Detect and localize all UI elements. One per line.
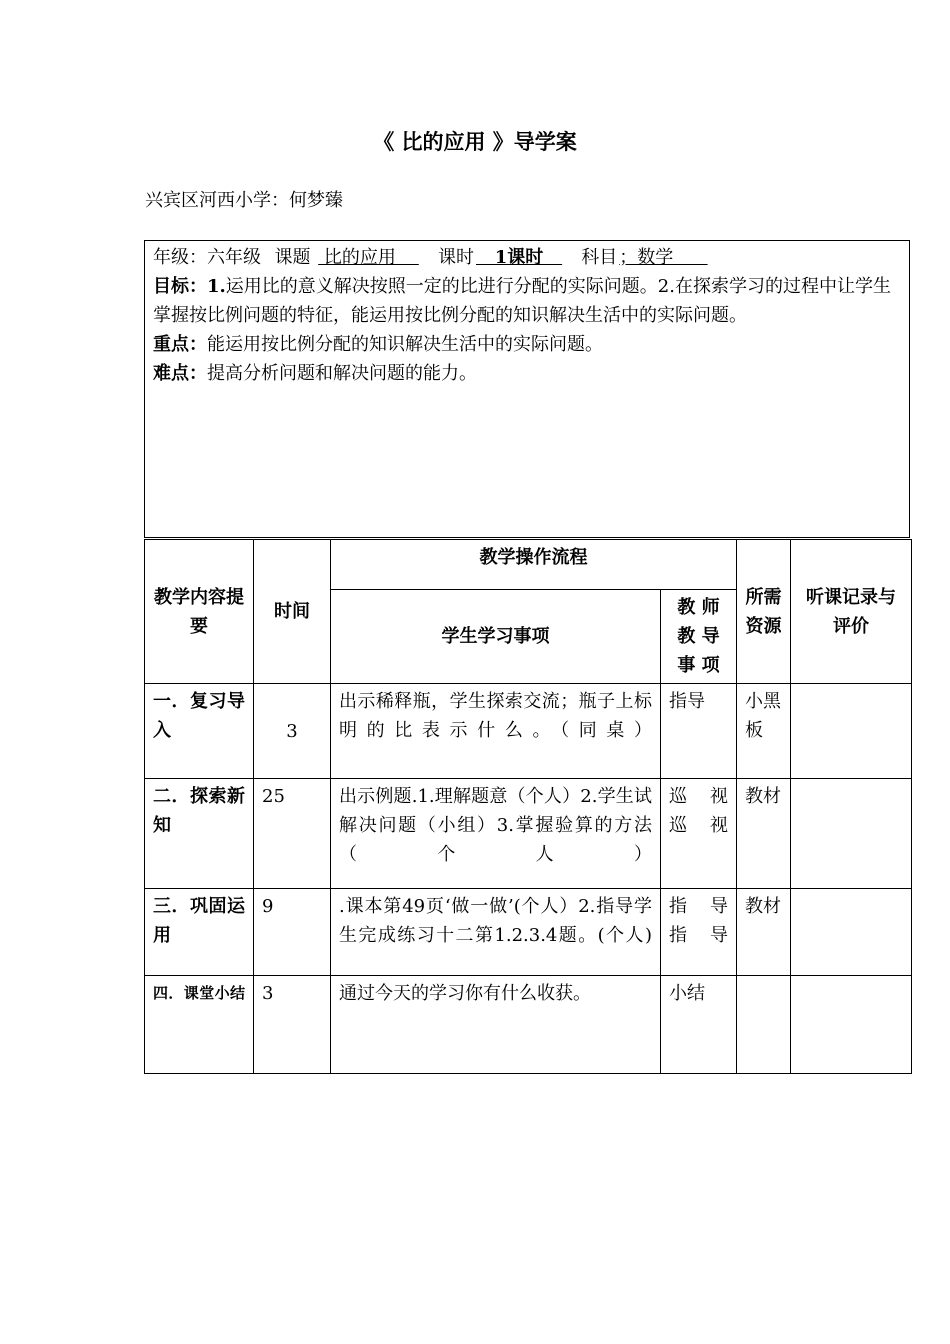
goal-text: 运用比的意义解决按照一定的比进行分配的实际问题。2.在探索学习的过程中让学生掌握按比例问题的特征，能运用按比例分配的知识解决生活中的实际问题。 xyxy=(153,276,891,326)
lesson-plan-table xyxy=(144,539,912,1074)
section-cell: 一．复习导入 xyxy=(145,684,254,779)
table-header-row xyxy=(145,540,912,590)
header-record: 听课记录与评价 xyxy=(791,540,912,684)
record-cell xyxy=(791,684,912,779)
key-label: 重点： xyxy=(153,334,207,355)
author-line: 兴宾区河西小学：何梦臻 xyxy=(145,190,343,211)
lesson-info-box xyxy=(144,240,910,538)
subject-label: 科目 xyxy=(581,247,618,268)
grade-label: 年级：六年级 xyxy=(153,247,261,268)
section-cell: 四．课堂小结 xyxy=(145,976,254,1074)
hours-value: 1课时 xyxy=(475,247,563,268)
resource-cell: 教材 xyxy=(737,779,791,889)
hours-label: 课时 xyxy=(437,247,474,268)
goal-number: 1. xyxy=(207,276,226,297)
teacher-cell: 指导 xyxy=(661,684,737,779)
header-teacher: 教 师 教 导 事 项 xyxy=(661,590,737,684)
table-row xyxy=(145,889,912,976)
time-cell: 9 xyxy=(254,889,331,976)
time-cell: 3 xyxy=(254,684,331,779)
resource-cell xyxy=(737,976,791,1074)
record-cell xyxy=(791,889,912,976)
table-row xyxy=(145,684,912,779)
difficulty-label: 难点： xyxy=(153,363,207,384)
goal-label: 目标： xyxy=(153,276,207,297)
student-cell: .课本第49页‘做一做’(个人）2.指导学生完成练习十二第1.2.3.4题。(个人) xyxy=(331,889,661,976)
header-content: 教学内容提要 xyxy=(145,540,254,684)
teacher-cell: 指 导 指导 xyxy=(661,889,737,976)
teacher-cell: 小结 xyxy=(661,976,737,1074)
section-cell: 二．探索新知 xyxy=(145,779,254,889)
info-meta-row xyxy=(153,243,901,272)
difficulty-text: 提高分析问题和解决问题的能力。 xyxy=(207,363,477,384)
resource-cell: 小黑板 xyxy=(737,684,791,779)
header-student: 学生学习事项 xyxy=(331,590,661,684)
teacher-cell: 巡 视 巡视 xyxy=(661,779,737,889)
page-title: 《 比的应用 》导学案 xyxy=(373,130,577,154)
section-cell: 三．巩固运用 xyxy=(145,889,254,976)
difficulty-line xyxy=(153,359,901,388)
goal-paragraph xyxy=(153,272,901,330)
student-cell: 出示例题.1.理解题意（个人）2.学生试解决问题（小组）3.掌握验算的方法（个人） xyxy=(331,779,661,889)
topic-label: 课题 xyxy=(274,247,311,268)
record-cell xyxy=(791,779,912,889)
topic-value: 比的应用 xyxy=(318,247,419,268)
student-cell: 通过今天的学习你有什么收获。 xyxy=(331,976,661,1074)
record-cell xyxy=(791,976,912,1074)
table-row xyxy=(145,976,912,1074)
header-resource: 所需资源 xyxy=(737,540,791,684)
subject-value: ；数学 xyxy=(619,247,708,268)
resource-cell: 教材 xyxy=(737,889,791,976)
student-cell: 出示稀释瓶，学生探索交流；瓶子上标明的比表示什么。（同桌） xyxy=(331,684,661,779)
table-row xyxy=(145,779,912,889)
header-flow: 教学操作流程 xyxy=(331,540,737,590)
time-cell: 3 xyxy=(254,976,331,1074)
key-text: 能运用按比例分配的知识解决生活中的实际问题。 xyxy=(207,334,603,355)
header-time: 时间 xyxy=(254,540,331,684)
time-cell: 25 xyxy=(254,779,331,889)
key-point-line xyxy=(153,330,901,359)
